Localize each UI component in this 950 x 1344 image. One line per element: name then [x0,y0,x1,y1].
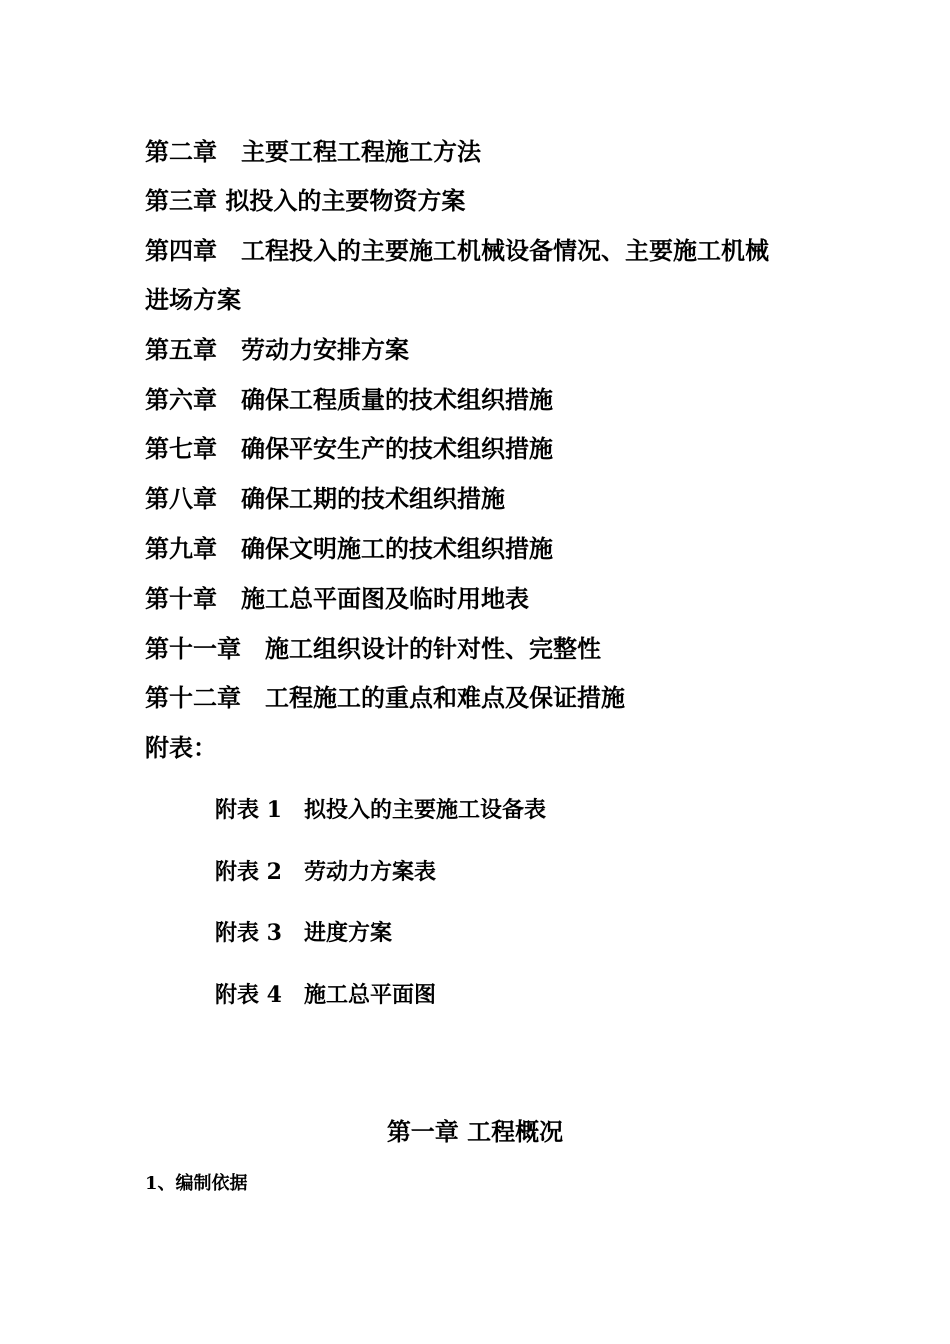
toc-chapter-4-continued: 进场方案 [145,285,241,314]
appendix-item-3: 附表 3 进度方案 [215,920,392,946]
toc-chapter-8: 第八章 确保工期的技术组织措施 [145,484,505,513]
toc-chapter-12: 第十二章 工程施工的重点和难点及保证措施 [145,683,625,712]
toc-chapter-6: 第六章 确保工程质量的技术组织措施 [145,385,553,414]
toc-chapter-7: 第七章 确保平安生产的技术组织措施 [145,434,553,463]
appendix-item-4: 附表 4 施工总平面图 [215,982,436,1008]
toc-chapter-9: 第九章 确保文明施工的技术组织措施 [145,534,553,563]
appendix-item-2: 附表 2 劳动力方案表 [215,859,436,885]
toc-chapter-4: 第四章 工程投入的主要施工机械设备情况、主要施工机械 [145,236,769,265]
toc-chapter-11: 第十一章 施工组织设计的针对性、完整性 [145,634,601,663]
appendix-item-1: 附表 1 拟投入的主要施工设备表 [215,797,546,823]
toc-chapter-10: 第十章 施工总平面图及临时用地表 [145,584,529,613]
section-heading: 1、编制依据 [145,1173,248,1194]
toc-chapter-2: 第二章 主要工程工程施工方法 [145,137,481,166]
toc-appendix-heading: 附表： [145,733,217,762]
chapter-title: 第一章 工程概况 [386,1117,564,1146]
toc-chapter-5: 第五章 劳动力安排方案 [145,335,409,364]
toc-chapter-3: 第三章 拟投入的主要物资方案 [145,186,466,215]
